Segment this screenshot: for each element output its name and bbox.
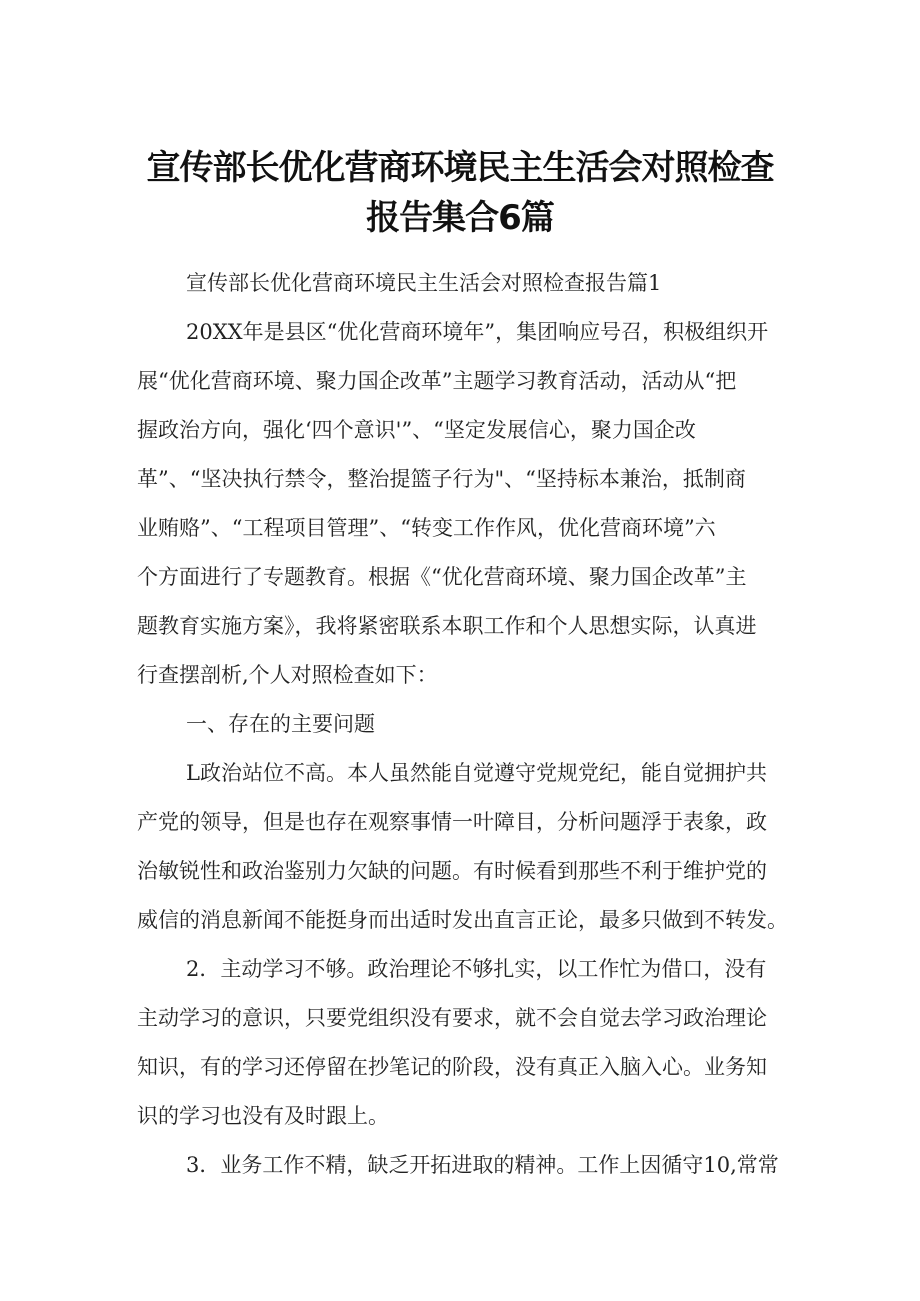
item-2-line-2: 主动学习的意识，只要党组织没有要求，就不会自觉去学习政治理论 — [137, 1006, 767, 1030]
paragraph-1-line-4: 革”、“坚决执行禁令，整治提篮子行为"、“坚持标本兼治，抵制商 — [137, 467, 746, 491]
section-heading-problems: 一、存在的主要问题 — [186, 712, 375, 736]
paragraph-1-line-6: 个方面进行了专题教育。根据《“优化营商环境、聚力国企改革”主 — [137, 565, 747, 589]
paragraph-1-line-3: 握政治方向，强化‘四个意识'”、“坚定发展信心，聚力国企改 — [137, 418, 696, 442]
item-1-line-1: L政治站位不高。本人虽然能自觉遵守党规党纪，能自觉拥护共 — [186, 761, 767, 785]
document-title-line-1: 宣传部长优化营商环境民主生活会对照检查 — [146, 148, 774, 188]
item-2-line-3: 知识，有的学习还停留在抄笔记的阶段，没有真正入脑入心。业务知 — [137, 1055, 767, 1079]
paragraph-1-line-2: 展“优化营商环境、聚力国企改革”主题学习教育活动，活动从“把 — [137, 369, 737, 393]
paragraph-1-line-5: 业贿赂”、“工程项目管理”、“转变工作作风，优化营商环境”六 — [137, 516, 716, 540]
paragraph-1-line-1: 20XX年是县区“优化营商环境年”，集团响应号召，积极组织开 — [186, 320, 769, 344]
paragraph-1-line-8: 行查摆剖析,个人对照检查如下： — [137, 663, 438, 687]
paragraph-1-line-7: 题教育实施方案》，我将紧密联系本职工作和个人思想实际，认真进 — [137, 614, 757, 638]
item-2-line-4: 识的学习也没有及时跟上。 — [137, 1104, 389, 1128]
item-1-line-3: 治敏锐性和政治鉴别力欠缺的问题。有时候看到那些不利于维护党的 — [137, 859, 767, 883]
item-2-line-1: 2．主动学习不够。政治理论不够扎实，以工作忙为借口，没有 — [186, 957, 767, 981]
section-heading-article-1: 宣传部长优化营商环境民主生活会对照检查报告篇1 — [186, 271, 662, 295]
item-3-line-1: 3．业务工作不精，缺乏开拓进取的精神。工作上因循守10,常常 — [186, 1153, 779, 1177]
item-1-line-2: 产党的领导，但是也存在观察事情一叶障目，分析问题浮于表象，政 — [137, 810, 767, 834]
document-title-line-2: 报告集合6篇 — [366, 198, 554, 238]
item-1-line-4: 威信的消息新闻不能挺身而出适时发出直言正论，最多只做到不转发。 — [137, 908, 788, 932]
